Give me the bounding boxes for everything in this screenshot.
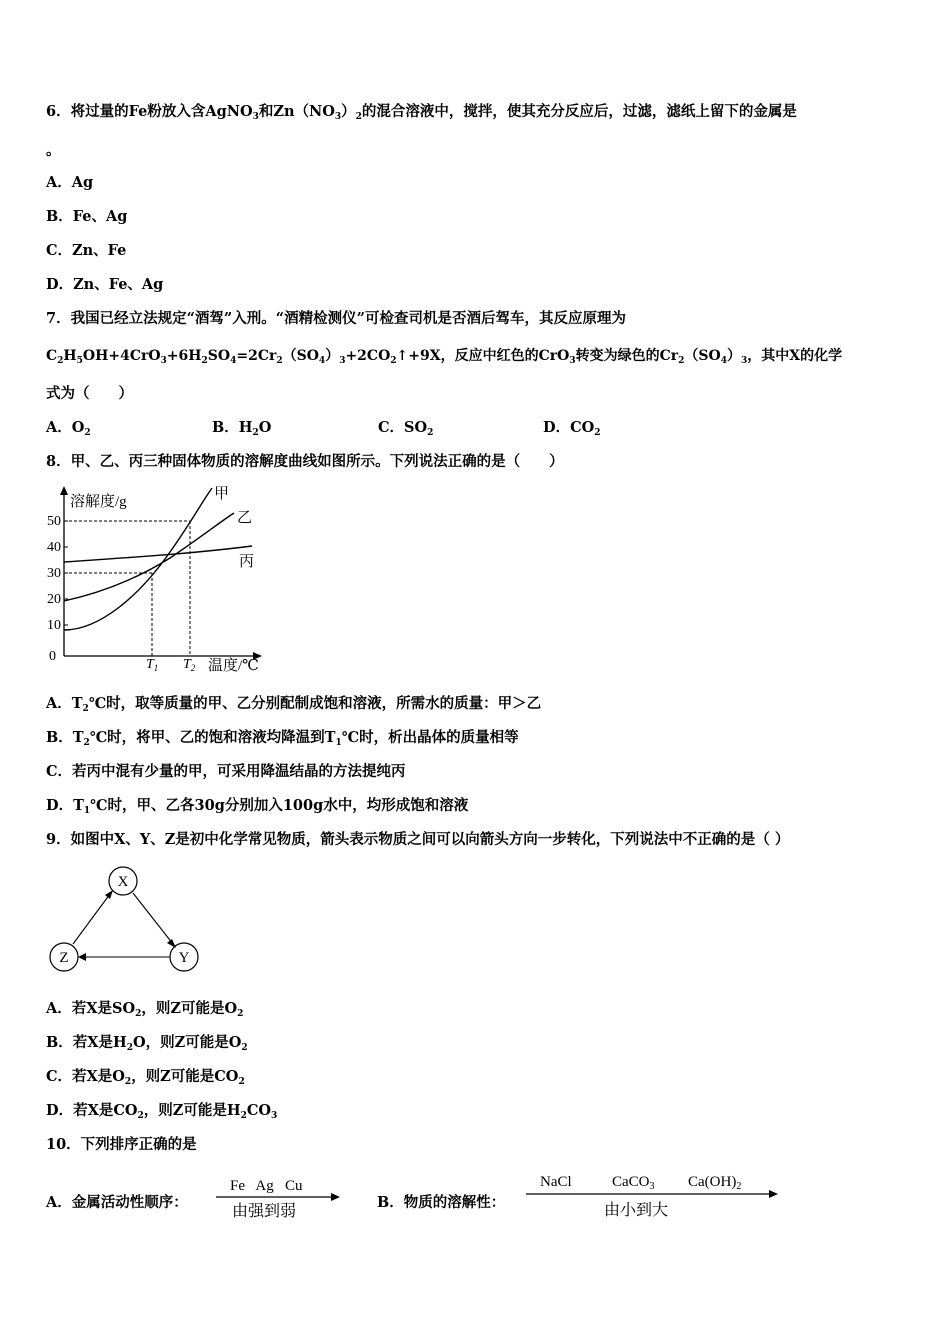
ytick-20: 20 (47, 592, 61, 607)
q9-option-c: C．若X是$O_2$，则Z可能是$CO_2$ (46, 1068, 245, 1087)
node-z-label: Z (59, 950, 69, 966)
q10-a-note: 由强到弱 (232, 1201, 297, 1220)
q10-option-b-arrow (520, 1168, 790, 1224)
q10-option-a-label: A．金属活动性顺序： (46, 1194, 188, 1211)
y-axis-arrow (60, 486, 68, 495)
q10-b-nacl: NaCl (540, 1174, 572, 1190)
q9-option-b: B．若X是$H_2O$，则Z可能是$O_2$ (46, 1034, 248, 1053)
q6-option-d: D．Zn、Fe、Ag (46, 276, 164, 293)
label-t2: $T_2$ (183, 657, 196, 673)
q7-equation: $C_2H_5OH+4CrO_3+6H_2SO_4=2Cr_2(SO_4)_3+2CO_2↑+9X$，反应中红色的CrO$_3$转变为绿色的$Cr_2(SO_4)_3$，其中X的化学 (46, 348, 843, 366)
curve-yi (64, 513, 234, 601)
arrowhead-x-to-y (167, 939, 176, 948)
q10-option-a-arrow (210, 1172, 350, 1222)
q9-option-d: D．若X是$CO_2$，则Z可能是$H_2CO_3$ (46, 1102, 278, 1121)
q10-b-caco3: CaCO$_3$ (612, 1174, 655, 1192)
label-yi: 乙 (237, 510, 253, 526)
origin-label: 0 (49, 649, 56, 664)
q10-b-arrowhead (769, 1190, 778, 1198)
q10-b-note: 由小到大 (604, 1200, 669, 1219)
label-bing: 丙 (239, 554, 255, 570)
label-t1: $T_1$ (146, 657, 159, 673)
q10-option-b-label: B．物质的溶解性： (377, 1194, 506, 1211)
q10-stem: 10．下列排序正确的是 (46, 1136, 197, 1153)
arrowhead-y-to-z (78, 953, 86, 961)
arrow-z-to-x (73, 894, 110, 944)
q10-a-arrowhead (331, 1193, 340, 1201)
q8-option-d: D．$T_1℃$时，甲、乙各30g分别加入100g水中，均形成饱和溶液 (46, 797, 469, 816)
q9-option-a: A．若X是$SO_2$，则Z可能是$O_2$ (46, 1000, 244, 1019)
q8-option-a: A．$T_2℃$时，取等质量的甲、乙分别配制成饱和溶液，所需水的质量：甲＞乙 (46, 695, 542, 714)
q8-stem: 8．甲、乙、丙三种固体物质的溶解度曲线如图所示。下列说法正确的是（ ） (46, 453, 564, 470)
q7-stem: 7．我国已经立法规定“酒驾”入刑。“酒精检测仪”可检查司机是否酒后驾车，其反应原理为 (46, 310, 626, 327)
q6-option-a: A．Ag (46, 174, 94, 191)
node-y-label: Y (178, 950, 190, 966)
q8-option-b: B．$T_2℃$时，将甲、乙的饱和溶液均降温到$T_1℃$时，析出晶体的质量相等 (46, 729, 519, 748)
label-jia: 甲 (214, 486, 230, 502)
q7-option-a: A．$O_2$ (46, 419, 91, 438)
q10-b-caoh2: $Ca(OH)_2$ (688, 1174, 742, 1192)
q7-option-d: D．$CO_2$ (543, 419, 601, 438)
q6-option-c: C．Zn、Fe (46, 242, 127, 259)
curve-bing (64, 546, 252, 562)
arrowhead-z-to-x (105, 890, 113, 899)
q6-stem-end: 。 (46, 142, 61, 159)
node-x-label: X (117, 874, 129, 890)
q6-option-b: B．Fe、Ag (46, 208, 128, 225)
q10-a-items: Fe Ag Cu (230, 1178, 303, 1194)
ytick-50: 50 (47, 514, 61, 529)
ytick-10: 10 (47, 618, 61, 633)
q8-option-c: C．若丙中混有少量的甲，可采用降温结晶的方法提纯丙 (46, 763, 406, 780)
y-axis-label: 溶解度/g (70, 494, 127, 510)
q6-stem: 6．将过量的Fe粉放入含AgNO$_3$和$Zn(NO_3)_2$的混合溶液中，搅拌，使其充分反应后，过滤，滤纸上留下的金属是 (46, 103, 797, 122)
solubility-chart (30, 480, 280, 680)
xyz-conversion-diagram (40, 860, 220, 980)
ytick-40: 40 (47, 540, 61, 555)
q7-option-c: C．$SO_2$ (378, 419, 434, 438)
arrow-x-to-y (133, 893, 173, 944)
q7-option-b: B．$H_2O$ (212, 419, 272, 438)
ytick-30: 30 (47, 566, 61, 581)
x-axis-label: 温度/℃ (208, 658, 259, 674)
q9-stem: 9．如图中X、Y、Z是初中化学常见物质，箭头表示物质之间可以向箭头方向一步转化，下列说法中不正确的是（ ） (46, 831, 790, 848)
q7-stem-2: 式为（ ） (46, 385, 133, 402)
